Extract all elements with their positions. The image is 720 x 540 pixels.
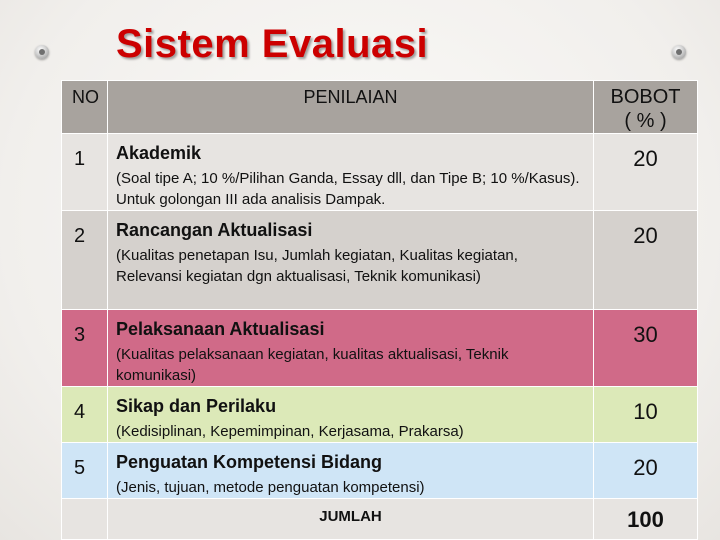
header-bobot-line2: ( % ) <box>624 110 667 132</box>
row-title: Rancangan Aktualisasi <box>116 220 313 240</box>
row-title: Penguatan Kompetensi Bidang <box>116 452 383 472</box>
header-cell-no <box>62 81 108 134</box>
row-number: 2 <box>74 225 86 247</box>
table-row <box>62 387 698 443</box>
row-weight: 30 <box>633 322 658 347</box>
row-number: 1 <box>74 148 86 170</box>
evaluation-table <box>61 80 698 540</box>
row-description: (Jenis, tujuan, metode penguatan kompetensi) <box>116 479 425 496</box>
total-empty-cell <box>62 499 108 540</box>
header-penilaian: PENILAIAN <box>303 87 398 107</box>
row-weight: 20 <box>633 146 658 171</box>
table-row <box>62 443 698 499</box>
row-description: (Soal tipe A; 10 %/Pilihan Ganda, Essay dll, dan Tipe B; 10 %/Kasus). Untuk golongan III ada analisis Dampak. <box>116 170 580 208</box>
total-value: 100 <box>627 507 664 532</box>
table-row <box>62 310 698 387</box>
total-row <box>62 499 698 540</box>
header-bobot <box>594 81 697 133</box>
table-header-row <box>62 81 698 134</box>
table-row <box>62 134 698 211</box>
table-row <box>62 211 698 310</box>
header-bobot-line1: BOBOT <box>610 86 681 108</box>
pin-right-icon <box>672 45 686 59</box>
row-number: 4 <box>74 401 86 423</box>
header-cell-penilaian <box>108 81 594 134</box>
row-description: (Kualitas penetapan Isu, Jumlah kegiatan, Kualitas kegiatan, Relevansi kegiatan dgn aktualisasi, Teknik komunikasi) <box>116 247 518 285</box>
row-title: Pelaksanaan Aktualisasi <box>116 319 325 339</box>
row-title: Sikap dan Perilaku <box>116 396 277 416</box>
row-weight: 20 <box>633 223 658 248</box>
row-number: 3 <box>74 324 86 346</box>
header-no: NO <box>72 87 99 107</box>
row-title: Akademik <box>116 143 202 163</box>
pin-left-icon <box>35 45 49 59</box>
row-weight: 20 <box>633 455 658 480</box>
page-title: Sistem Evaluasi <box>116 22 429 66</box>
row-description: (Kualitas pelaksanaan kegiatan, kualitas aktualisasi, Teknik komunikasi) <box>116 346 509 384</box>
total-label: JUMLAH <box>319 508 382 525</box>
header-cell-bobot <box>594 81 698 134</box>
row-weight: 10 <box>633 399 658 424</box>
row-number: 5 <box>74 457 86 479</box>
row-description: (Kedisiplinan, Kepemimpinan, Kerjasama, Prakarsa) <box>116 423 464 440</box>
